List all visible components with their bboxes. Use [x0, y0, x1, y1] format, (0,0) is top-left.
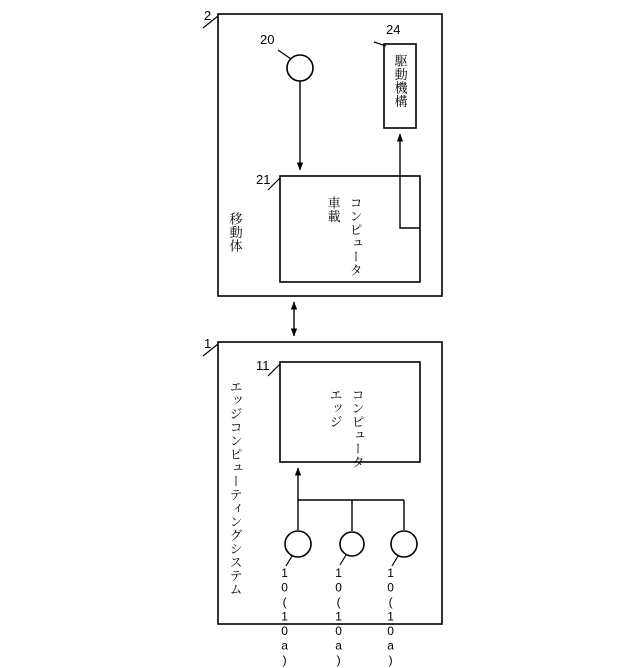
edge-sensor-2-label: 10(10a) — [331, 566, 346, 668]
mobile-body-label: 移動体 — [227, 212, 243, 253]
ref-label-21: 21 — [256, 172, 271, 187]
ref-label-2: 2 — [204, 8, 212, 23]
lead-line-sensor-1 — [286, 556, 292, 566]
edge-computer-label-line2: コンピュータ — [349, 388, 365, 469]
arrow-onboard-to-drive — [400, 134, 420, 228]
drive-mechanism-label: 駆動機構 — [392, 54, 408, 108]
ref-label-20: 20 — [260, 32, 275, 47]
lead-line-sensor-2 — [340, 555, 346, 565]
onboard-computer-label-line2: コンピュータ — [347, 196, 363, 277]
lead-line-20 — [278, 50, 291, 59]
edge-sensor-1-label: 10(10a) — [277, 566, 292, 668]
ref-label-11: 11 — [256, 358, 270, 373]
edge-sensor-1-circle — [285, 531, 311, 557]
edge-system-label: エッジコンピューティングシステム — [227, 380, 243, 596]
lead-line-sensor-3 — [392, 556, 398, 566]
ref-label-1: 1 — [204, 336, 212, 351]
edge-sensor-2-circle — [340, 532, 364, 556]
edge-system-container — [218, 342, 442, 624]
mobile-body-container — [218, 14, 442, 296]
ref-label-24: 24 — [386, 22, 401, 37]
edge-sensor-3-label: 10(10a) — [383, 566, 398, 668]
edge-computer-label-line1: エッジ — [327, 388, 343, 429]
edge-sensor-3-circle — [391, 531, 417, 557]
lead-line-11 — [268, 364, 280, 376]
onboard-computer-label-line1: 車載 — [325, 196, 341, 223]
